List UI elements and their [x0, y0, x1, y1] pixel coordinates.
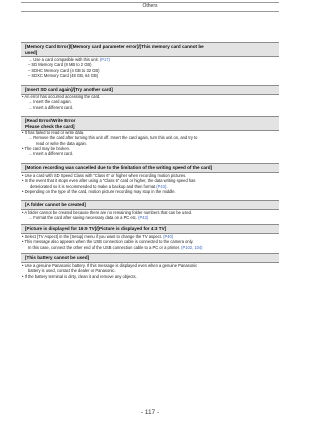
section-body-folder-cannot-be-created	[22, 210, 278, 221]
body-line: • The card may be broken.	[22, 145, 71, 151]
page-reference-link[interactable]: (P43)	[156, 183, 167, 189]
page-reference-link[interactable]: (P102, 104)	[181, 244, 203, 250]
header-title: Others	[142, 3, 158, 9]
body-line: • In the event that it stops even after using a “Class 6” card or higher, the data writing speed has	[22, 178, 196, 184]
heading-line: [This battery cannot be used]	[25, 255, 90, 260]
page-number: - 117 -	[140, 409, 160, 416]
heading-line: [Read Error/Write Error	[25, 118, 76, 123]
body-line: • It has failed to read or write data.	[22, 130, 85, 135]
body-line: read or write the data again.	[36, 140, 87, 146]
section-heading-folder-cannot-be-created	[21, 200, 279, 210]
body-line: • A folder cannot be created because there are no remaining folder numbers that can be used.	[22, 210, 193, 215]
body-line: → Remove the card after turning this unit off. Insert the card again, turn this unit on, and try to	[28, 135, 198, 141]
section-heading-read-write-error	[21, 116, 279, 131]
section-body-read-write-error	[22, 130, 278, 156]
page-reference-link[interactable]: (P17)	[99, 57, 110, 62]
section-heading-motion-recording-cancelled	[21, 163, 279, 173]
heading-line: [Insert SD card again]/[Try another card]	[25, 87, 113, 92]
section-body-motion-recording-cancelled	[22, 173, 278, 194]
body-line: battery is used, contact the dealer or Panasonic.	[28, 268, 116, 274]
body-line: • Depending on the type of the card, motion picture recording may stop in the middle.	[22, 188, 176, 194]
section-heading-memory-card-error	[21, 42, 279, 57]
body-line: – SDXC Memory Card (48 GB, 64 GB)	[28, 72, 99, 78]
body-line: → Insert a different card.	[28, 151, 73, 157]
section-heading-battery-cannot-be-used	[21, 253, 279, 263]
heading-line: [Memory Card Error]/[Memory card parameter error]/[This memory card cannot be	[25, 44, 204, 49]
body-line: deteriorated so it is recommended to make a backup and then format (P43).	[30, 183, 168, 189]
body-line: → Use a card compatible with this unit. (P17)	[28, 57, 110, 62]
heading-line: [Motion recording was cancelled due to the limitation of the writing speed of the card]	[25, 165, 213, 170]
body-line: • Use a genuine Panasonic battery. If this message is displayed even when a genuine Panasonic	[22, 263, 198, 268]
body-line: • Use a card with SD Speed Class with “Class 6” or higher when recording motion pictures.	[22, 173, 187, 178]
section-body-insert-sd-card-again	[22, 94, 278, 110]
section-body-picture-displayed-tv	[22, 234, 278, 250]
body-line: → Format the card after saving necessary data on a PC etc. (P43)	[28, 215, 149, 221]
header-rule-bottom	[21, 11, 279, 12]
section-body-battery-cannot-be-used	[22, 263, 278, 279]
section-heading-picture-displayed-tv	[21, 224, 279, 234]
body-line: – SD Memory Card (8 MB to 2 GB)	[28, 62, 92, 68]
heading-line: Please check the card]	[25, 123, 75, 129]
body-line: • This message also appears when the USB connection cable is connected to the camera only.	[22, 239, 194, 245]
body-line: • If the battery terminal is dirty, clean it and remove any objects.	[22, 273, 137, 279]
body-line: • Select [TV Aspect] in the [Setup] menu if you want to change the TV aspect. (P40)	[22, 234, 174, 239]
heading-line: [Picture is displayed for 16:9 TV]/[Picture is displayed for 4:3 TV]	[25, 226, 167, 231]
heading-line: [A folder cannot be created]	[25, 202, 86, 207]
body-line: – SDHC Memory Card (4 GB to 32 GB)	[28, 67, 100, 73]
page-reference-link[interactable]: (P43)	[138, 215, 149, 221]
page-reference-link[interactable]: (P40)	[163, 234, 174, 239]
section-body-memory-card-error	[22, 57, 278, 78]
heading-line: used]	[25, 49, 38, 55]
body-line: → Insert a different card.	[28, 104, 73, 110]
body-line: • An error has occurred accessing the card.	[22, 94, 101, 99]
body-line: → Insert the card again.	[28, 99, 72, 105]
body-line: In this case, connect the other end of the USB connection cable to a PC or a printer. (P102, 104)	[28, 244, 203, 250]
